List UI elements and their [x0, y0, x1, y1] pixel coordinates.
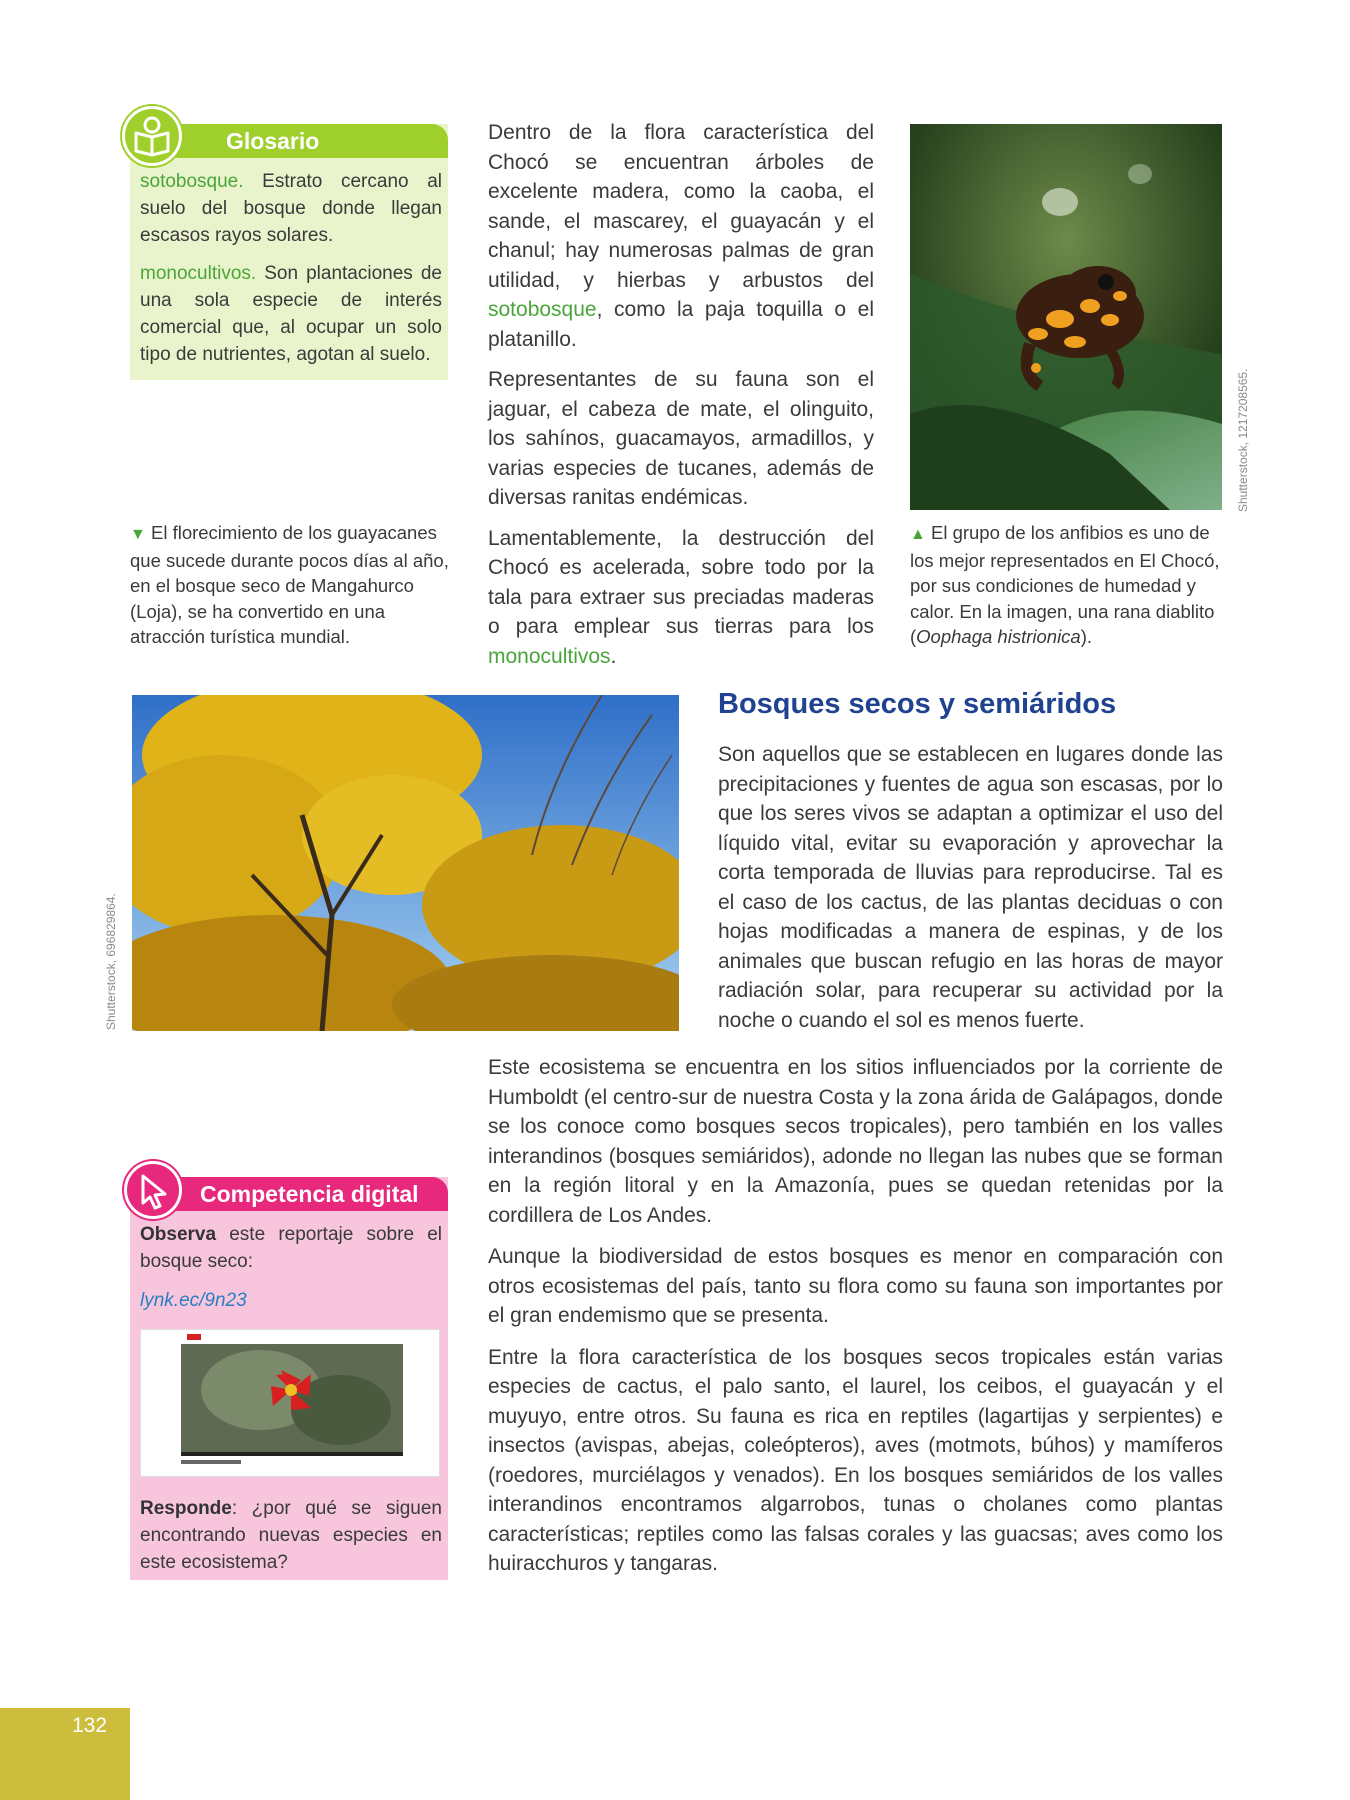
section-paragraph-3: Aunque la biodiversidad de estos bosques es menor en comparación con otros ecosistemas del país, tanto su flora como su fauna son importantes por el gran endemismo que se presenta. — [488, 1245, 1223, 1327]
glossary-term: monocultivos. — [140, 263, 257, 284]
digital-competence-title: Competencia digital — [200, 1181, 419, 1207]
choco-paragraph: Lamentablemente, la destrucción del Chocó es acelerada, sobre todo por la tala para extraer sus preciadas maderas o para emplear sus tierras para los monocultivos. — [488, 526, 874, 668]
book-icon — [122, 106, 182, 166]
monocultivos-link[interactable]: monocultivos — [488, 644, 611, 668]
glossary-entry — [140, 260, 442, 368]
page-number: 132 — [72, 1714, 108, 1737]
section-paragraph-2: Este ecosistema se encuentra en los sitios influenciados por la corriente de Humboldt (el centro-sur de nuestra Costa y la zona árida de Galápagos, donde se los conoce como bosques secos tropicales), pero también en los valles interandinos (bosques semiáridos), adonde no llegan las nubes que se forman en la región litoral y en la Amazonía, pues se quedan retenidas por la cordillera de Los Andes. — [488, 1056, 1223, 1227]
sotobosque-link[interactable]: sotobosque — [488, 298, 597, 321]
section-title: Bosques secos y semiáridos — [718, 688, 1117, 720]
tree-photo-credit: Shutterstock, 696829864. — [104, 893, 118, 1030]
triangle-up-icon: ▲ — [910, 526, 926, 543]
glossary-header — [160, 124, 448, 158]
section-paragraph-4: Entre la flora característica de los bosques secos tropicales están varias especies de cactus, el palo santo, el laurel, los ceibos, el guayacán y el muyuyo, entre otros. Su fauna es rica en reptiles (lagartijas y serpientes) e insectos (avispas, abejas, coleópteros), aves (motmots, búhos) y mamíferos (roedores, murciélagos y venados). En los bosques semiáridos de los valles interandinos encontramos algarrobos, tunas o cholanes como plantas características; reptiles como las falsas corales y las guacsas; aves como los huiracchuros y tangaras. — [488, 1345, 1223, 1575]
video-link[interactable]: lynk.ec/9n23 — [140, 1290, 247, 1311]
glossary-term: sotobosque. — [140, 171, 244, 192]
section-paragraph-1: Son aquellos que se establecen en lugares donde las precipitaciones y fuentes de agua son escasas, por lo que los seres vivos se adaptan a optimizar el uso del líquido vital, evitar su evaporación y aprovechar la corta temporada de lluvias para reproducirse. Tal es el caso de los cactus, de las plantas deciduas o con hojas modificadas a manera de espinas, y de los animales que buscan refugio en las horas de mayor radiación solar, para recuperar su actividad por la noche o cuando el sol es menos fuerte. — [718, 743, 1223, 1032]
glossary-title: Glosario — [226, 128, 320, 154]
video-thumbnail[interactable] — [140, 1329, 440, 1477]
digital-competence-header — [160, 1177, 448, 1211]
glossary-entry — [140, 168, 442, 249]
frog-caption: ▲ El grupo de los anfibios es uno de los mejor representados en El Chocó, por sus condiciones de humedad y calor. En la imagen, una rana diablito (Oophaga histrionica). — [910, 522, 1220, 647]
digital-competence-box — [130, 1177, 448, 1580]
frog-photo-credit: Shutterstock, 1217208565. — [1236, 368, 1250, 512]
cursor-icon — [124, 1161, 182, 1219]
triangle-down-icon: ▼ — [130, 526, 146, 543]
responde-text: Responde: ¿por qué se siguen encontrando nuevas especies en este ecosistema? — [140, 1498, 442, 1573]
glossary-definition: Estrato cercano al suelo del bosque donde llegan escasos rayos solares. — [140, 171, 442, 246]
guayacan-tree-photo — [132, 695, 679, 1031]
footer-band — [0, 1708, 130, 1800]
frog-photo — [910, 124, 1222, 510]
choco-text — [488, 118, 874, 682]
choco-paragraph: Representantes de su fauna son el jaguar, el cabeza de mate, el olinguito, los sahínos, guacamayos, armadillos, y varias especies de tucanes, además de diversas ranitas endémicas. — [488, 368, 874, 509]
guayacan-caption: ▼ El florecimiento de los guayacanes que sucede durante pocos días al año, en el bosque seco de Mangahurco (Loja), se ha convertido en una atracción turística mundial. — [130, 522, 449, 647]
choco-paragraph: Dentro de la flora característica del Chocó se encuentran árboles de excelente madera, como la caoba, el sande, el mascarey, el guayacán y el chanul; hay numerosas palmas de gran utilidad, y hierbas y arbustos del sotobosque, como la paja toquilla o el platanillo. — [488, 121, 874, 351]
observa-text: Observa este reportaje sobre el bosque seco: — [140, 1224, 442, 1272]
section-body — [488, 1053, 1223, 1591]
glossary-definition: Son plantaciones de una sola especie de interés comercial que, al ocupar un solo tipo de nutrientes, agotan al suelo. — [140, 263, 442, 365]
glossary-box — [130, 124, 448, 380]
